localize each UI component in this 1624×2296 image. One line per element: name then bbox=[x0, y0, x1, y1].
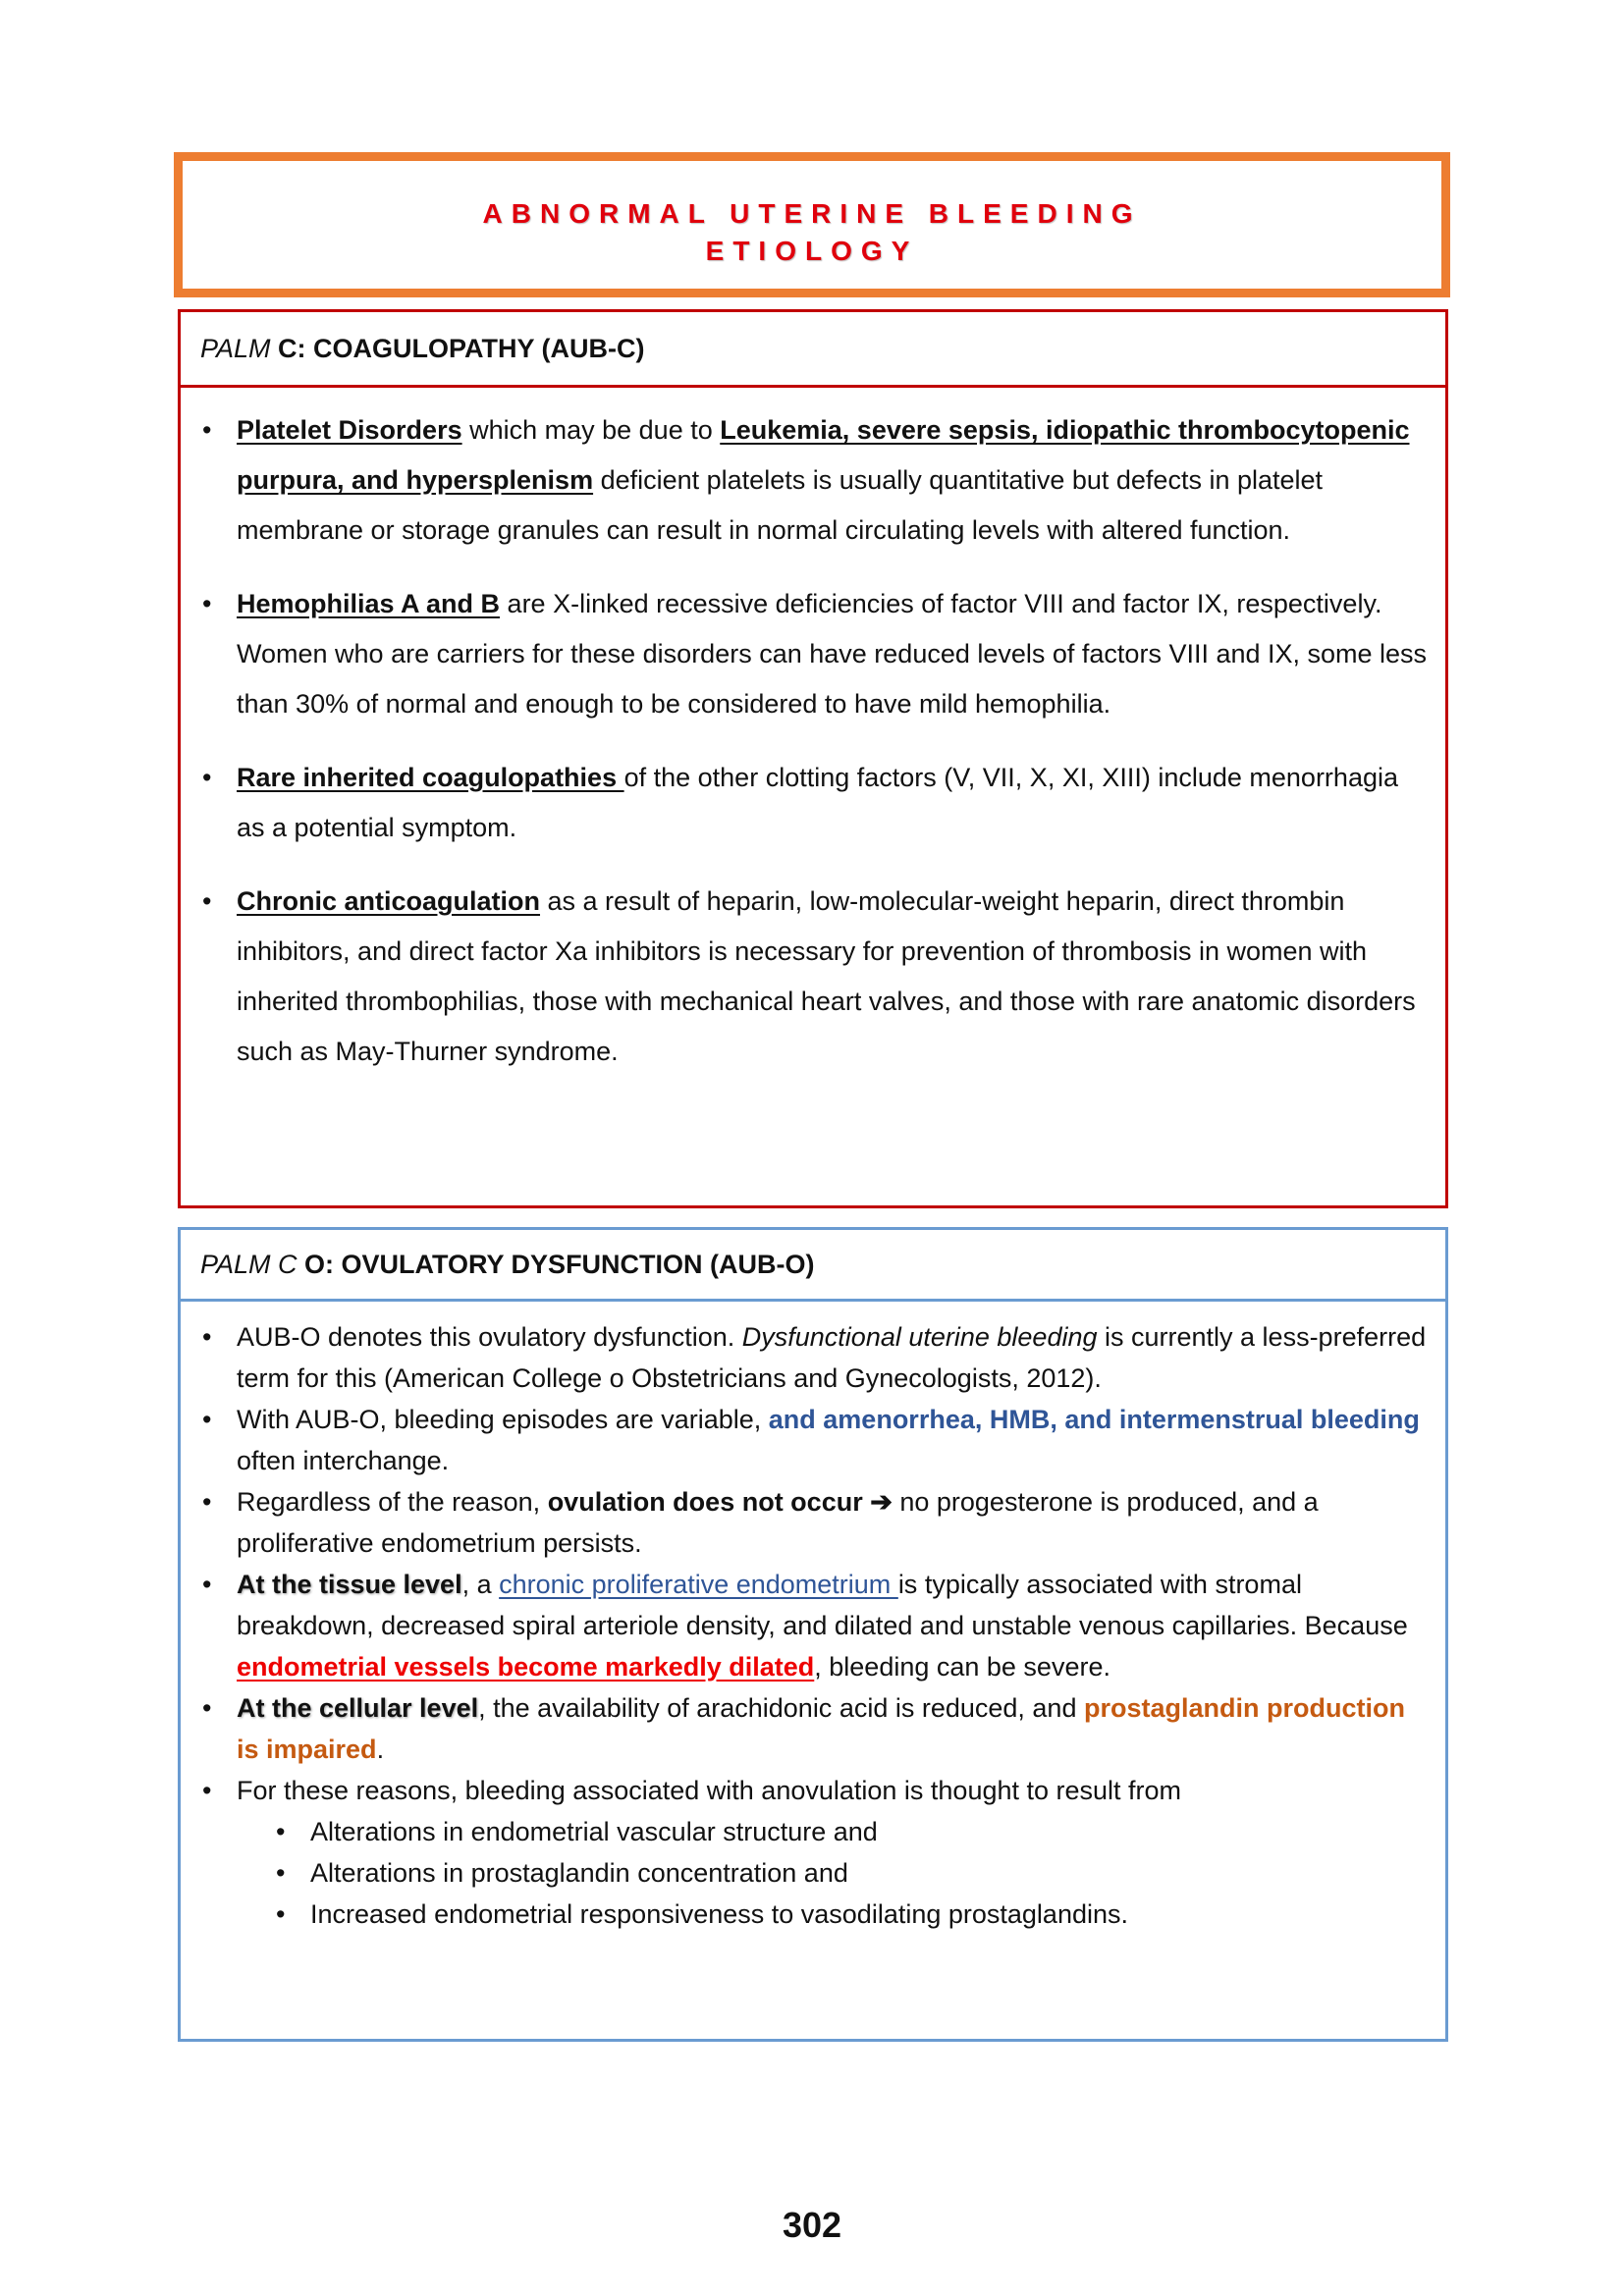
text: Regardless of the reason, bbox=[237, 1487, 548, 1517]
term: Rare inherited coagulopathies bbox=[237, 763, 624, 792]
text: no progesterone is produced, and a proliferative endometrium persists. bbox=[237, 1487, 1319, 1558]
sub-list-item bbox=[181, 1894, 1445, 1935]
causes: Leukemia, severe sepsis, idiopathic thrombocytopenic purpura, and hypersplenism bbox=[237, 415, 1410, 495]
header-title: C: COAGULOPATHY (AUB-C) bbox=[270, 334, 645, 363]
bullet-icon: • bbox=[202, 1322, 212, 1352]
emphasis-orange: prostaglandin production is impaired bbox=[237, 1693, 1405, 1764]
text: AUB-O denotes this ovulatory dysfunction. bbox=[237, 1322, 742, 1352]
text: For these reasons, bleeding associated with anovulation is thought to result from bbox=[237, 1776, 1182, 1805]
text: Increased endometrial responsiveness to vasodilating prostaglandins. bbox=[310, 1899, 1128, 1929]
italic-term: Dysfunctional uterine bleeding bbox=[741, 1322, 1098, 1352]
bullet-icon: • bbox=[202, 886, 212, 916]
text: , a bbox=[461, 1570, 500, 1599]
bullet-icon: • bbox=[202, 1487, 212, 1517]
page-number: 302 bbox=[782, 2205, 842, 2245]
sub-list-item bbox=[181, 1852, 1445, 1894]
bullet-icon: • bbox=[202, 1405, 212, 1434]
sub-list-item bbox=[181, 1811, 1445, 1852]
ovulatory-dysfunction-section bbox=[178, 1227, 1448, 2042]
text: With AUB-O, bleeding episodes are variable, bbox=[237, 1405, 769, 1434]
term: Hemophilias A and B bbox=[237, 589, 501, 618]
header-title: O: OVULATORY DYSFUNCTION (AUB-O) bbox=[297, 1250, 815, 1279]
ovulatory-section-header bbox=[181, 1230, 1445, 1302]
lead: At the tissue level bbox=[237, 1570, 462, 1599]
bullet-icon: • bbox=[202, 1570, 212, 1599]
page-title-line-2: ETIOLOGY bbox=[705, 236, 919, 266]
text: is currently a less-preferred term for this (American College o Obstetricians and Gynecologists, 2012). bbox=[237, 1322, 1427, 1393]
list-item-tissue-level bbox=[181, 1564, 1445, 1687]
bullet-icon: • bbox=[276, 1817, 286, 1846]
bullet-icon: • bbox=[202, 415, 212, 445]
text: is typically associated with stromal breakdown, decreased spiral arteriole density, and dilated and unstable venous capillaries. Because bbox=[237, 1570, 1408, 1640]
text: , the availability of arachidonic acid is reduced, and bbox=[478, 1693, 1084, 1723]
text: often interchange. bbox=[237, 1446, 450, 1475]
text: are X-linked recessive deficiencies of factor VIII and factor IX, respectively. Women who are carriers for these disorders can have reduced levels of factors VIII and IX, some less than 30% of normal and enough to be considered to have mild hemophilia. bbox=[237, 589, 1428, 719]
emphasis-blue: and amenorrhea, HMB, and intermenstrual bleeding bbox=[768, 1405, 1420, 1434]
lead: At the cellular level bbox=[237, 1693, 479, 1723]
bullet-icon: • bbox=[202, 763, 212, 792]
bullet-icon: • bbox=[202, 1693, 212, 1723]
page-title-line-1: ABNORMAL UTERINE BLEEDING bbox=[482, 198, 1142, 229]
header-prefix: PALM C bbox=[200, 1250, 298, 1279]
coagulopathy-section bbox=[178, 309, 1448, 1208]
emphasis-red: endometrial vessels become markedly dilated bbox=[237, 1652, 815, 1682]
list-item-hemophilias bbox=[181, 579, 1445, 729]
list-item-rare-coagulopathies bbox=[181, 753, 1445, 853]
bullet-icon: • bbox=[276, 1899, 286, 1929]
text: of the other clotting factors (V, VII, X, XI, XIII) include menorrhagia as a potential symptom. bbox=[237, 763, 1398, 842]
list-item-ovulation bbox=[181, 1481, 1445, 1564]
list-item-bleeding-episodes bbox=[181, 1399, 1445, 1481]
list-item-cellular-level bbox=[181, 1687, 1445, 1770]
emphasis-bold: ovulation does not occur bbox=[547, 1487, 863, 1517]
arrow-right-icon: ➔ bbox=[862, 1487, 900, 1517]
text: deficient platelets is usually quantitative but defects in platelet membrane or storage granules can result in normal circulating levels with altered function. bbox=[237, 465, 1324, 545]
reasons-sublist bbox=[181, 1811, 1445, 1935]
term: Chronic anticoagulation bbox=[237, 886, 541, 916]
list-item-chronic-anticoagulation bbox=[181, 877, 1445, 1077]
emphasis-blue-underline: chronic proliferative endometrium bbox=[499, 1570, 898, 1599]
page-title-box bbox=[174, 152, 1450, 297]
coagulopathy-section-body bbox=[181, 405, 1445, 1100]
text: , bleeding can be severe. bbox=[814, 1652, 1110, 1682]
ovulatory-list bbox=[181, 1316, 1445, 1811]
text: . bbox=[376, 1735, 385, 1764]
ovulatory-section-body bbox=[181, 1316, 1445, 1935]
bullet-icon: • bbox=[202, 589, 212, 618]
term: Platelet Disorders bbox=[237, 415, 462, 445]
coagulopathy-section-header bbox=[181, 312, 1445, 388]
list-item-aub-o-definition bbox=[181, 1316, 1445, 1399]
bullet-icon: • bbox=[276, 1858, 286, 1888]
list-item-platelet-disorders bbox=[181, 405, 1445, 556]
list-item-reasons bbox=[181, 1770, 1445, 1811]
text: as a result of heparin, low-molecular-weight heparin, direct thrombin inhibitors, and direct factor Xa inhibitors is necessary for prevention of thrombosis in women with inherited thrombophilias, those with mechanical heart valves, and those with rare anatomic disorders such as May-Thurner syndrome. bbox=[237, 886, 1416, 1066]
coagulopathy-list bbox=[181, 405, 1445, 1077]
bullet-icon: • bbox=[202, 1776, 212, 1805]
text: Alterations in prostaglandin concentration and bbox=[310, 1858, 848, 1888]
header-prefix: PALM bbox=[200, 334, 271, 363]
text: which may be due to bbox=[461, 415, 721, 445]
text: Alterations in endometrial vascular structure and bbox=[310, 1817, 878, 1846]
